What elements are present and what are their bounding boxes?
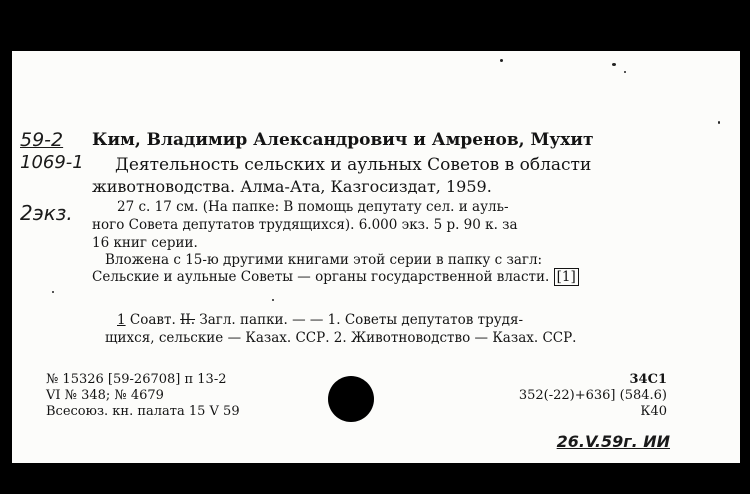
- speck: [52, 291, 54, 293]
- tracing-number: 1: [117, 312, 126, 328]
- handwritten-call-number: 1069-1: [20, 152, 84, 173]
- footer-classification: 34С1: [629, 372, 667, 387]
- tracing-line: щихся, сельские — Казах. ССР. 2. Животноводство — Казах. ССР.: [105, 330, 577, 346]
- footer-author-mark: К40: [640, 404, 667, 419]
- tracing-line: 1 Соавт. II. Загл. папки. — — 1. Советы депутатов трудя-: [117, 312, 524, 328]
- struck-text: II.: [180, 312, 196, 328]
- handwritten-call-number: 59-2: [20, 129, 64, 151]
- footer-record-info: VI № 348; № 4679: [46, 388, 164, 403]
- boxed-number: [1]: [554, 268, 579, 286]
- note-line: Сельские и аульные Советы — органы государственной власти. [1]: [92, 271, 579, 285]
- title-line: Деятельность сельских и аульных Советов в области: [115, 155, 592, 175]
- footer-udc: 352(-22)+636] (584.6): [518, 388, 667, 403]
- speck: [612, 63, 616, 66]
- description-line: ного Совета депутатов трудящихся). 6.000 экз. 5 р. 90 к. за: [92, 217, 518, 233]
- speck: [718, 121, 720, 124]
- footer-record-number: № 15326 [59-26708] п 13-2: [46, 372, 227, 387]
- speck: [624, 71, 626, 73]
- description-line: 27 с. 17 см. (На папке: В помощь депутату сел. и ауль-: [117, 199, 509, 215]
- punch-hole: [328, 376, 374, 422]
- handwritten-copies-count: 2экз.: [20, 201, 73, 225]
- footer-chamber-imprint: Всесоюз. кн. палата 15 V 59: [46, 404, 240, 419]
- catalog-card: [12, 51, 740, 463]
- author-heading: Ким, Владимир Александрович и Амренов, Мухит: [92, 130, 594, 150]
- handwritten-date: 26.V.59г. ИИ: [556, 432, 670, 451]
- title-line: животноводства. Алма-Ата, Казгосиздат, 1959.: [92, 177, 492, 196]
- note-line: Вложена с 15-ю другими книгами этой серии в папку с загл:: [105, 252, 543, 268]
- speck: [500, 59, 503, 62]
- speck: [272, 299, 274, 301]
- description-line: 16 книг серии.: [92, 235, 198, 251]
